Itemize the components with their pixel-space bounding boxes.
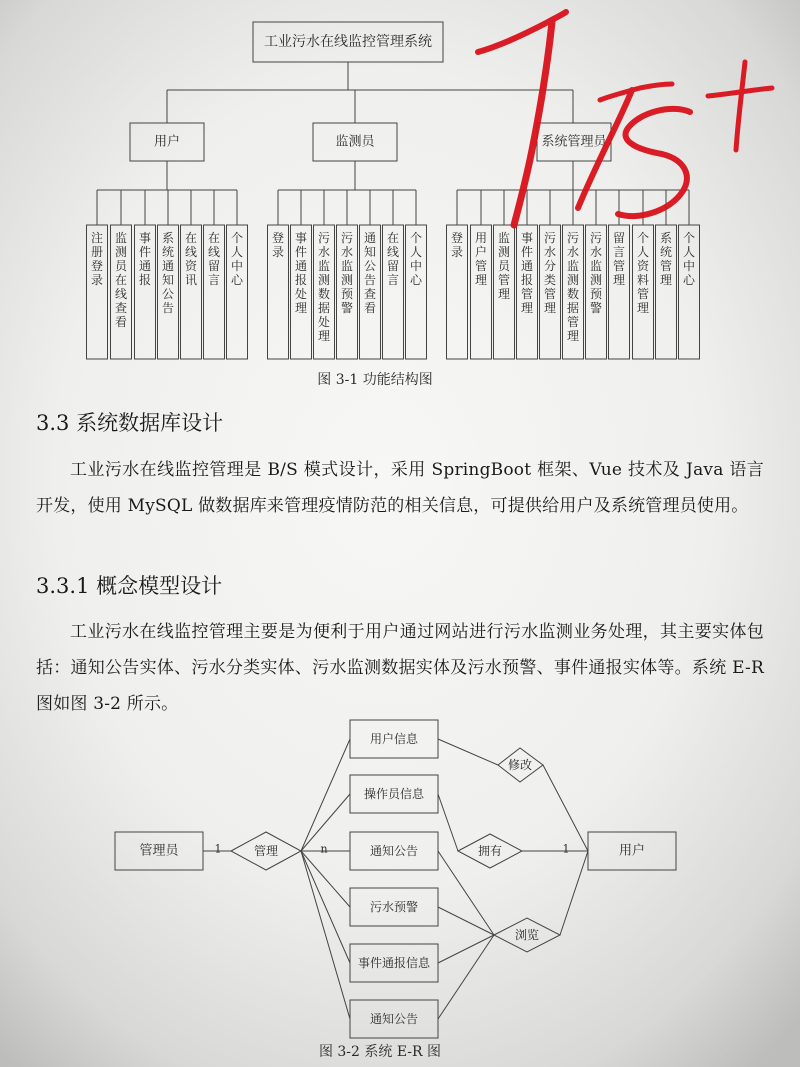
leaf-char: 污 — [340, 230, 354, 245]
leaf-char: 个 — [230, 230, 244, 245]
leaf-char: 处 — [317, 314, 331, 329]
entity-label: 用户信息 — [369, 732, 419, 746]
leaf-char: 监 — [317, 258, 331, 273]
leaf-char: 数 — [317, 286, 331, 301]
leaf-char: 管 — [520, 286, 534, 301]
leaf-char: 中 — [230, 258, 244, 273]
root-label: 工业污水在线监控管理系统 — [264, 34, 432, 50]
leaf-char: 登 — [90, 258, 104, 273]
leaf-char: 事 — [294, 230, 308, 245]
leaf-char: 统 — [161, 244, 175, 259]
entity-label: 污水预警 — [369, 900, 419, 914]
leaf-char: 知 — [161, 272, 175, 287]
leaf-char: 监 — [340, 258, 354, 273]
connector-line — [560, 851, 588, 935]
leaf-char: 员 — [497, 258, 511, 273]
leaf-char: 污 — [566, 230, 580, 245]
cardinality-label: 1 — [562, 842, 570, 856]
section-3-3-paragraph: 工业污水在线监控管理是 B/S 模式设计，采用 SpringBoot 框架、Vue 技术及 Java 语言开发，使用 MySQL 做数据库来管理疫情防范的相关信息，可提供给用户及系统管理员使用。 — [36, 460, 764, 516]
leaf-char: 资 — [184, 258, 198, 273]
leaf-char: 污 — [317, 230, 331, 245]
leaf-char: 在 — [207, 230, 221, 245]
leaf-char: 报 — [294, 272, 308, 287]
modify-relation-label: 修改 — [507, 758, 533, 772]
connector-line — [438, 851, 494, 935]
connector-line — [543, 765, 588, 851]
leaf-char: 线 — [207, 244, 221, 259]
leaf-char: 理 — [474, 272, 488, 287]
group-label: 系统管理员 — [541, 134, 607, 150]
leaf-char: 系 — [161, 230, 175, 245]
leaf-char: 线 — [114, 286, 128, 301]
admin-entity-label: 管理员 — [139, 843, 179, 859]
leaf-char: 在 — [386, 230, 400, 245]
entity-label: 通知公告 — [369, 844, 419, 858]
cardinality-label: n — [320, 842, 328, 856]
leaf-char: 中 — [682, 258, 696, 273]
leaf-char: 登 — [271, 230, 285, 245]
leaf-char: 人 — [636, 244, 650, 259]
manage-link — [301, 851, 350, 963]
manage-link — [301, 739, 350, 851]
user-entity-label: 用户 — [618, 843, 646, 859]
section-heading-3-3-1: 3.3.1 概念模型设计 — [36, 574, 223, 598]
leaf-char: 留 — [612, 230, 626, 245]
leaf-char: 在 — [114, 272, 128, 287]
figure-3-1-caption: 图 3-1 功能结构图 — [317, 372, 433, 388]
leaf-char: 线 — [184, 244, 198, 259]
section-heading-3-3: 3.3 系统数据库设计 — [36, 411, 224, 435]
leaf-char: 通 — [294, 258, 308, 273]
leaf-char: 管 — [636, 286, 650, 301]
leaf-char: 言 — [612, 244, 626, 259]
leaf-char: 告 — [363, 272, 377, 287]
leaf-char: 管 — [497, 272, 511, 287]
leaf-char: 人 — [230, 244, 244, 259]
leaf-char: 事 — [520, 230, 534, 245]
leaf-char: 管 — [659, 258, 673, 273]
leaf-char: 事 — [138, 230, 152, 245]
leaf-char: 统 — [659, 244, 673, 259]
leaf-char: 留 — [386, 258, 400, 273]
entity-label: 通知公告 — [369, 1012, 419, 1026]
leaf-char: 警 — [340, 300, 354, 315]
group-label: 监测员 — [335, 134, 375, 150]
leaf-char: 监 — [497, 230, 511, 245]
leaf-char: 类 — [543, 272, 557, 287]
leaf-char: 测 — [114, 244, 128, 259]
leaf-char: 在 — [184, 230, 198, 245]
leaf-char: 知 — [363, 244, 377, 259]
leaf-char: 报 — [520, 272, 534, 287]
leaf-char: 污 — [543, 230, 557, 245]
manage-link — [301, 851, 350, 1019]
leaf-char: 数 — [566, 286, 580, 301]
leaf-char: 理 — [497, 286, 511, 301]
connector-line — [438, 935, 494, 963]
leaf-char: 理 — [612, 272, 626, 287]
leaf-char: 报 — [138, 272, 152, 287]
leaf-char: 注 — [90, 230, 104, 245]
leaf-char: 通 — [363, 230, 377, 245]
leaf-char: 警 — [589, 300, 603, 315]
connector-line — [438, 935, 494, 1019]
leaf-char: 处 — [294, 286, 308, 301]
leaf-char: 查 — [363, 286, 377, 301]
leaf-char: 预 — [340, 286, 354, 301]
leaf-char: 个 — [409, 230, 423, 245]
leaf-char: 测 — [566, 272, 580, 287]
leaf-char: 管 — [543, 286, 557, 301]
leaf-char: 查 — [114, 300, 128, 315]
leaf-char: 通 — [138, 258, 152, 273]
connector-line — [438, 907, 494, 935]
leaf-char: 录 — [450, 244, 464, 259]
leaf-char: 监 — [589, 258, 603, 273]
cardinality-label: 1 — [214, 842, 222, 856]
leaf-char: 水 — [566, 244, 580, 259]
own-relation-label: 拥有 — [477, 844, 503, 858]
leaf-char: 系 — [659, 230, 673, 245]
leaf-char: 公 — [363, 258, 377, 273]
leaf-char: 员 — [114, 258, 128, 273]
leaf-char: 水 — [317, 244, 331, 259]
leaf-char: 看 — [363, 300, 377, 315]
leaf-char: 管 — [474, 258, 488, 273]
manage-relation-label: 管理 — [253, 844, 279, 858]
leaf-char: 分 — [543, 258, 557, 273]
leaf-char: 言 — [386, 272, 400, 287]
leaf-char: 人 — [409, 244, 423, 259]
leaf-char: 理 — [543, 300, 557, 315]
leaf-char: 污 — [589, 230, 603, 245]
leaf-char: 心 — [682, 272, 696, 287]
leaf-char: 通 — [520, 258, 534, 273]
leaf-char: 测 — [497, 244, 511, 259]
leaf-char: 监 — [566, 258, 580, 273]
leaf-char: 中 — [409, 258, 423, 273]
group-label: 用户 — [153, 134, 181, 150]
leaf-char: 据 — [317, 300, 331, 315]
leaf-char: 登 — [450, 230, 464, 245]
leaf-char: 测 — [589, 272, 603, 287]
leaf-char: 料 — [636, 272, 650, 287]
leaf-char: 理 — [659, 272, 673, 287]
leaf-char: 用 — [474, 230, 488, 245]
leaf-char: 通 — [161, 258, 175, 273]
leaf-char: 理 — [294, 300, 308, 315]
leaf-char: 录 — [90, 272, 104, 287]
leaf-char: 线 — [386, 244, 400, 259]
leaf-char: 水 — [340, 244, 354, 259]
leaf-char: 理 — [636, 300, 650, 315]
manage-link — [301, 851, 350, 907]
leaf-char: 理 — [317, 328, 331, 343]
leaf-char: 讯 — [184, 272, 198, 287]
leaf-char: 录 — [271, 244, 285, 259]
leaf-char: 管 — [566, 314, 580, 329]
leaf-char: 公 — [161, 286, 175, 301]
connector-line — [438, 794, 458, 851]
entity-label: 事件通报信息 — [357, 956, 431, 970]
connector-line — [438, 739, 498, 765]
leaf-char: 个 — [682, 230, 696, 245]
leaf-char: 测 — [340, 272, 354, 287]
leaf-char: 管 — [612, 258, 626, 273]
leaf-char: 户 — [474, 244, 488, 259]
leaf-char: 心 — [230, 272, 244, 287]
section-3-3-1-paragraph: 工业污水在线监控管理主要是为便利于用户通过网站进行污水监测业务处理，其主要实体包括：通知公告实体、污水分类实体、污水监测数据实体及污水预警、事件通报实体等。系统 E-R 图如图 3-2 所示。 — [36, 622, 764, 714]
leaf-char: 预 — [589, 286, 603, 301]
leaf-char: 留 — [207, 258, 221, 273]
leaf-char: 监 — [114, 230, 128, 245]
leaf-char: 个 — [636, 230, 650, 245]
leaf-char: 人 — [682, 244, 696, 259]
browse-relation-label: 浏览 — [514, 928, 540, 942]
leaf-char: 水 — [589, 244, 603, 259]
leaf-char: 册 — [90, 244, 104, 259]
leaf-char: 据 — [566, 300, 580, 315]
leaf-char: 告 — [161, 300, 175, 315]
figure-3-2-caption: 图 3-2 系统 E-R 图 — [318, 1044, 442, 1060]
leaf-char: 件 — [138, 244, 152, 259]
leaf-char: 言 — [207, 272, 221, 287]
entity-label: 操作员信息 — [363, 787, 425, 801]
leaf-char: 件 — [520, 244, 534, 259]
leaf-char: 测 — [317, 272, 331, 287]
leaf-char: 看 — [114, 314, 128, 329]
leaf-char: 理 — [566, 328, 580, 343]
leaf-char: 水 — [543, 244, 557, 259]
leaf-char: 理 — [520, 300, 534, 315]
leaf-char: 件 — [294, 244, 308, 259]
leaf-char: 资 — [636, 258, 650, 273]
leaf-char: 心 — [409, 272, 423, 287]
